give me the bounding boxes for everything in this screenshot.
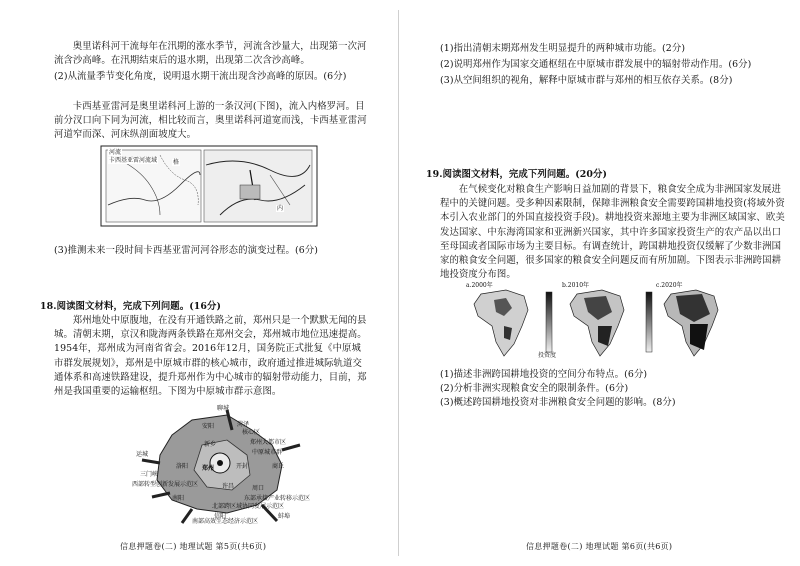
legend-core-area: 核心区 <box>242 429 261 436</box>
question-18-text: 郑州地处中原腹地，在没有开通铁路之前，郑州只是一个默默无闻的县城。清朝末期，京汉和陇海两条铁路在郑州交会，郑州城市地位迅速提高。1954年，郑州成为河南省省会。2016年12月，国务院正式批复《中原城市群发展规划》，郑州是中原城市群的核心城市，政府通过推进城际轨道交通体系和高速铁路建设，提升郑州作为中心城市的辐射带动能力，目前，郑州是我国重要的运输枢纽。下图为中原城市群示意图。 <box>54 315 367 398</box>
city-nanyang: 南阳 <box>172 495 185 502</box>
legend-north-zone: 北部跨区域协同发展示范区 <box>212 503 285 510</box>
map1-label-river: 河流 <box>109 149 122 156</box>
city-sanmenxia: 三门峡 <box>140 471 159 478</box>
question-19-2: (2)分析非洲实现粮食安全的限制条件。(6分) <box>440 383 629 394</box>
map-label-2010: b.2010年 <box>562 282 590 289</box>
city-anyang: 安阳 <box>202 423 215 430</box>
right-page <box>402 0 800 566</box>
city-shangqiu: 商丘 <box>272 463 285 470</box>
africa-investment-maps <box>466 282 748 360</box>
city-heze: 菏泽 <box>237 421 250 428</box>
map1-label-basin: 卡西基亚雷河流域 <box>109 157 158 164</box>
city-bengbu: 蚌埠 <box>278 513 291 520</box>
legend-city-cluster: 中原城市群 <box>252 449 283 456</box>
question-19-title: 19.阅读图文材料，完成下列问题。(20分) <box>426 169 608 180</box>
question-17-2: (2)从流量季节变化角度，说明退水期干流出现含沙高峰的原因。(6分) <box>54 71 347 82</box>
left-page <box>0 0 398 566</box>
city-xuchang: 许昌 <box>222 483 235 490</box>
casiquiare-map <box>100 145 318 227</box>
question-18-title: 18.阅读图文材料，完成下列问题。(16分) <box>40 301 222 312</box>
question-18-3: (3)从空间组织的视角，解释中原城市群与郑州的相互依存关系。(8分) <box>440 75 733 86</box>
city-zhengzhou: 郑州 <box>202 465 215 472</box>
legend-west-zone: 西部转型创新发展示范区 <box>132 481 199 488</box>
legend-south-zone: 南部高效生态经济示范区 <box>192 518 259 525</box>
page-divider <box>398 10 399 556</box>
map1-label-2: 内 <box>277 205 284 212</box>
question-17-3: (3)推测未来一段时间卡西基亚雷河河谷形态的演变过程。(6分) <box>54 245 319 256</box>
map1-label-1: 格 <box>173 159 180 166</box>
city-xinyang: 信阳 <box>214 513 227 520</box>
city-luoyang: 洛阳 <box>176 463 189 470</box>
right-page-footer: 信息押题卷(二) 地理试题 第6页(共6页) <box>526 542 673 551</box>
city-kaifeng: 开封 <box>236 463 249 470</box>
city-xinxiang: 新乡 <box>204 441 217 448</box>
intro-paragraph-1: 奥里诺科河干流每年在汛期的涨水季节，河流含沙量大，出现第一次河流含沙高峰。在汛期结束后的退水期，出现第二次含沙高峰。 <box>54 41 367 67</box>
central-plains-city-cluster-map <box>132 405 311 525</box>
question-19-1: (1)描述非洲跨国耕地投资的空间分布特点。(6分) <box>440 369 648 380</box>
question-19-text: 在气候变化对粮食生产影响日益加剧的背景下，粮食安全成为非洲国家发展进程中的关键问题。受多种因素限制，保障非洲粮食安全需要跨国耕地投资(将域外资本引入农业部门的外国直接投资手段)。耕地投资来源地主要为非洲区域国家、欧美发达国家、中东海湾国家和亚洲新兴国家，其中许多国家投资生产的农产品以出口至母国或者国际市场为主要目标。有调查统计，跨国耕地投资仅缓解了少数非洲国家的粮食安全问题，很多国家的粮食安全问题反而有所加剧。下图表示非洲跨国耕地投资度分布图。 <box>440 184 785 281</box>
question-19-3: (3)概述跨国耕地投资对非洲粮食安全问题的影响。(8分) <box>440 397 676 408</box>
city-yuncheng: 运城 <box>136 451 149 458</box>
africa-maps-drawing <box>466 282 748 360</box>
legend-zhengzhou-metro: 郑州大都市区 <box>250 439 287 446</box>
question-18-1: (1)指出清朝末期郑州发生明显提升的两种城市功能。(2分) <box>440 43 686 54</box>
city-liaocheng: 聊城 <box>217 405 230 412</box>
city-zhoukou: 周口 <box>252 485 265 492</box>
legend-east-zone: 东部承接产业转移示范区 <box>244 495 311 502</box>
map-legend-title: 投资度 <box>538 352 557 359</box>
map-label-2000: a.2000年 <box>466 282 493 289</box>
left-page-footer: 信息押题卷(二) 地理试题 第5页(共6页) <box>120 542 267 551</box>
intro-paragraph-2: 卡西基亚雷河是奥里诺科河上游的一条汉河(下图)，流入内格罗河。目前分汊口向下同为河流，相比较而言，奥里诺科河道宽而浅，卡西基亚雷河河道窄而深、河床纵剖面坡度大。 <box>54 101 367 141</box>
question-18-2: (2)说明郑州作为国家交通枢纽在中原城市群发展中的辐射带动作用。(6分) <box>440 59 752 70</box>
map-label-2020: c.2020年 <box>656 282 683 289</box>
